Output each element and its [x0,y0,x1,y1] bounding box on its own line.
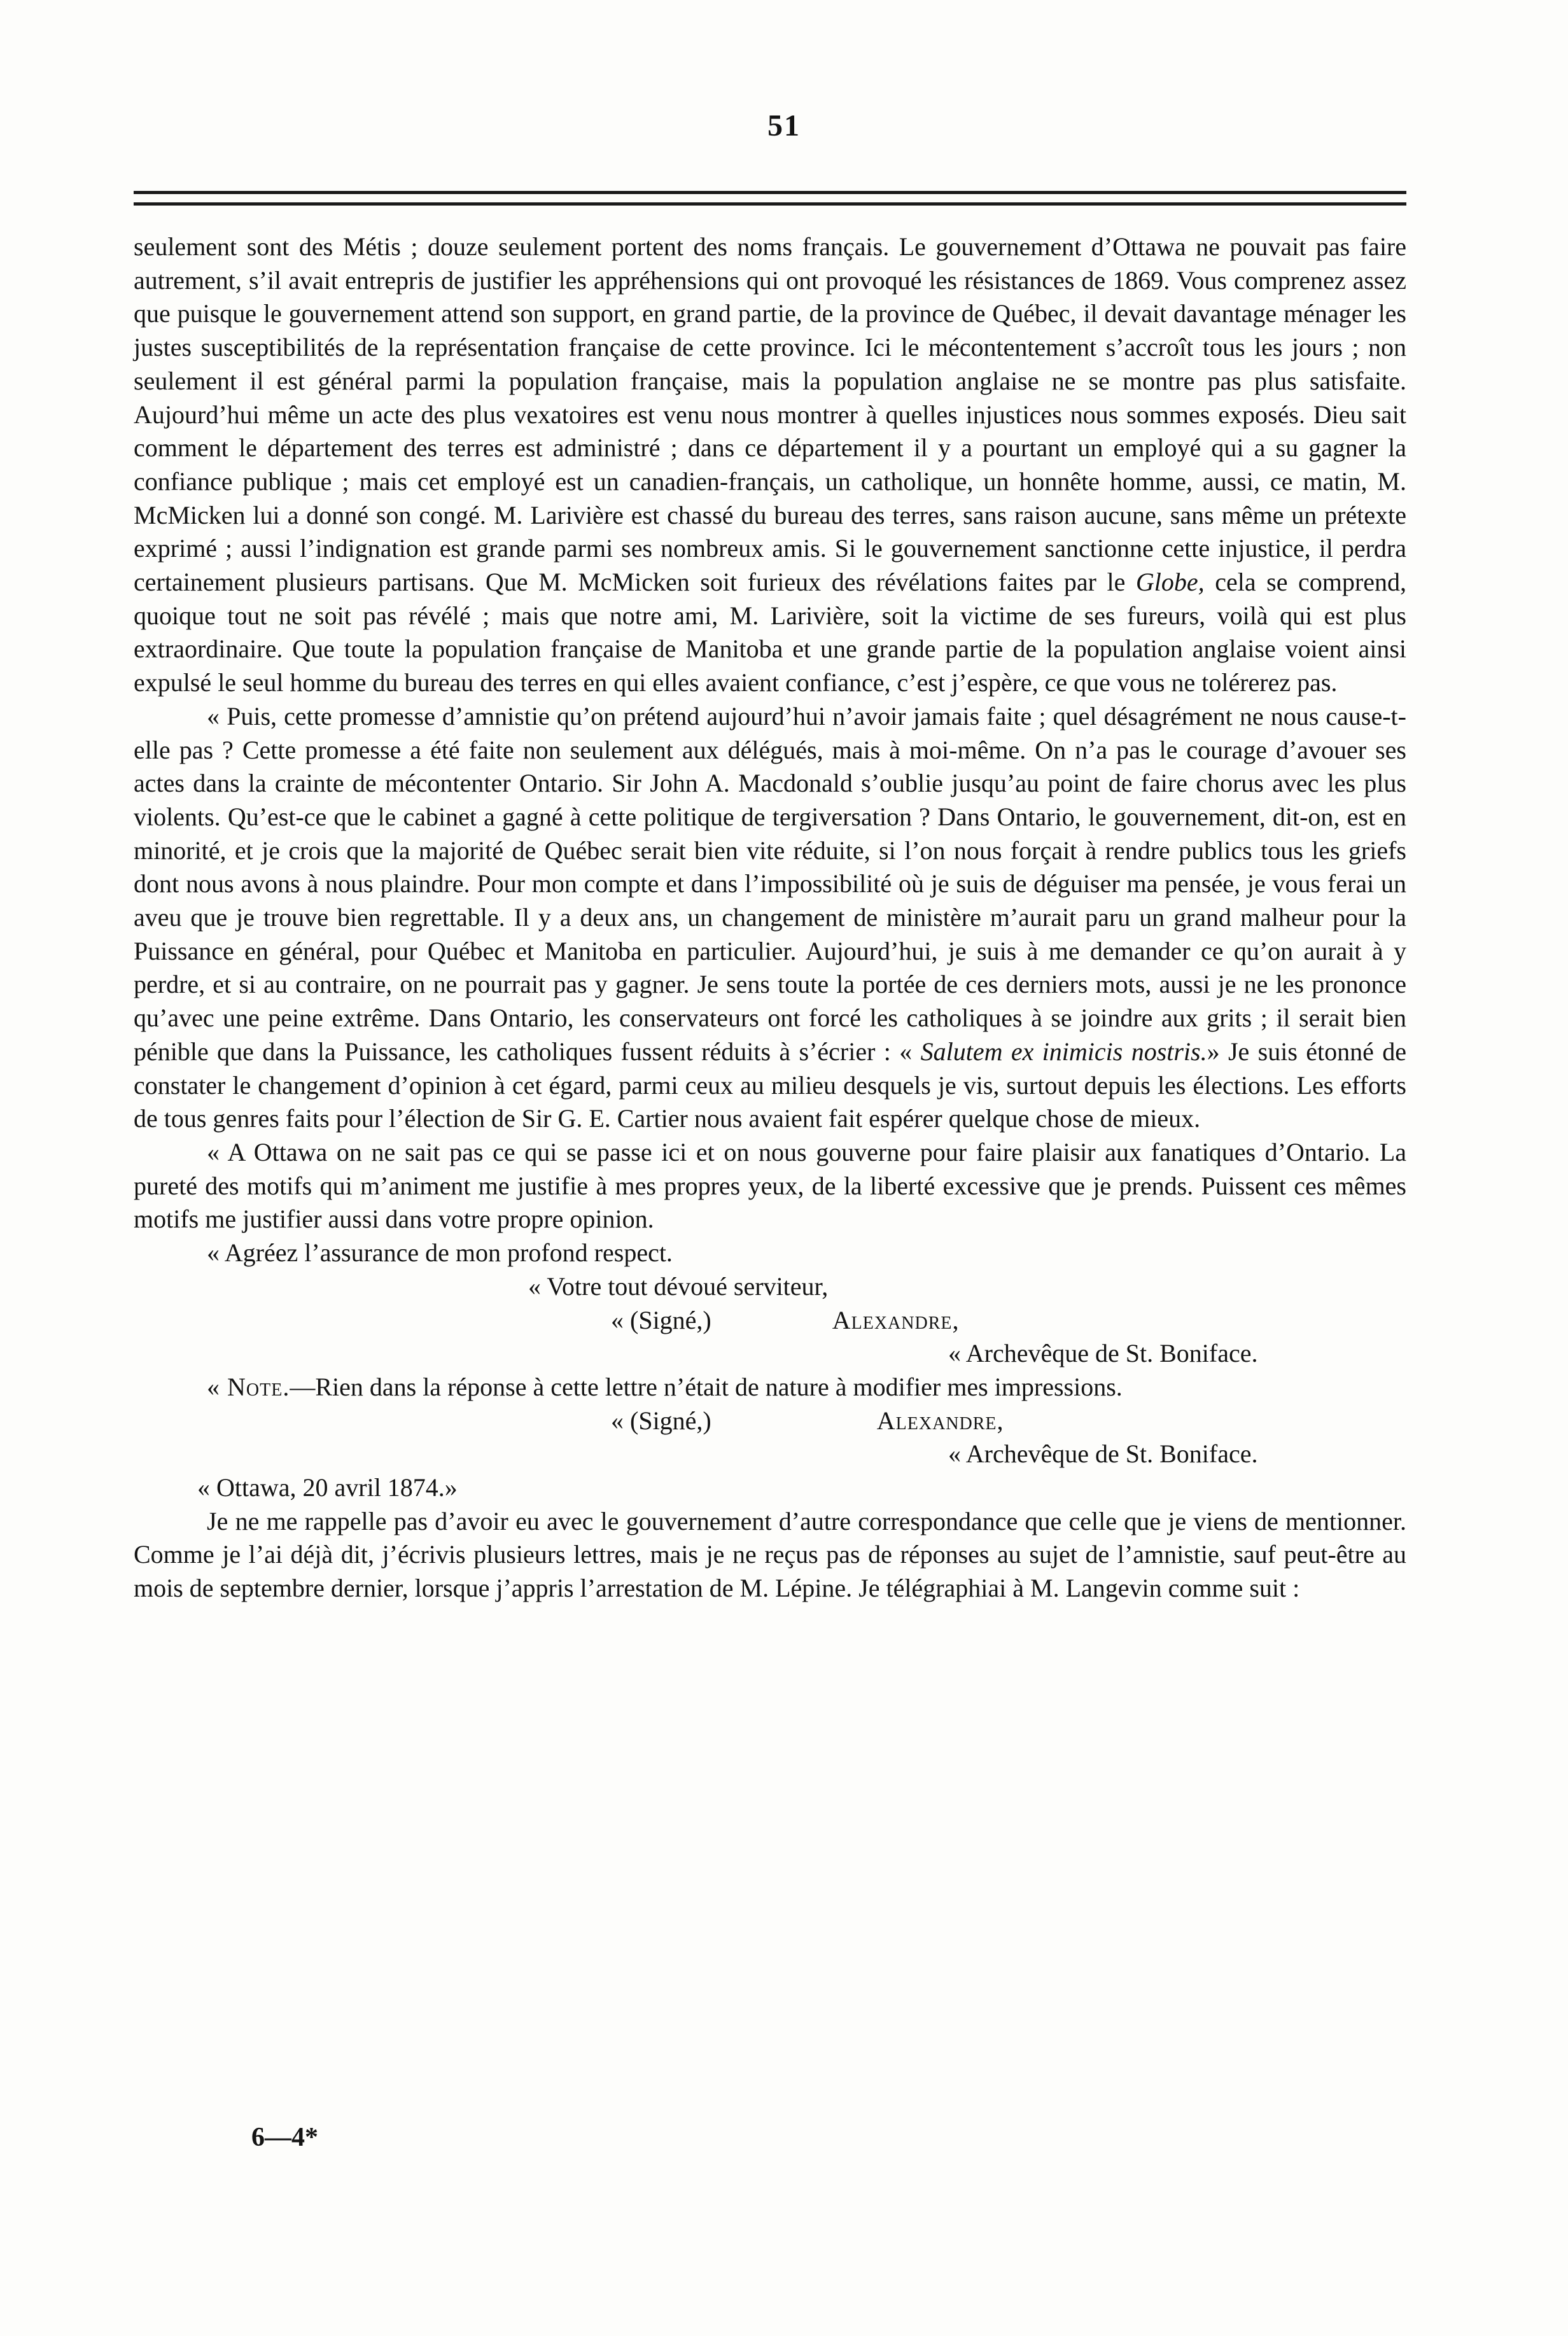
paragraph-2-end: » Je suis étonné de constater le changement d’opinion à cet égard, parmi ceux au milieu desquels je vis, surtout depuis les élections. Les efforts de tous genres faits pour l’élection de Sir G. E. Cartier nous avaient fait espérer quelque chose de mieux. [134,1037,1406,1133]
paragraph-ottawa: « A Ottawa on ne sait pas ce qui se passe ici et on nous gouverne pour faire plaisir aux fanatiques d’Ontario. La pureté des motifs qui m’animent me justifie à mes propres yeux, de la liberté excessive que je prends. Puissent ces mêmes motifs me justifier aussi dans votre propre opinion. [134,1137,1406,1234]
header-rule-bottom [134,202,1406,206]
page-body [134,230,1406,1605]
paragraph-1-end: cela se comprend, quoique tout ne soit pas révélé ; mais que notre ami, M. Larivière, soit la victime de ses fureurs, voilà qui est plus extraordinaire. Que toute la population française de Manitoba et une grande partie de la population anglaise voient ainsi expulsé le seul homme du bureau des terres en qui elles avaient confiance, c’est j’espère, ce que vous ne tolérerez pas. [134,568,1406,697]
paragraph-2-text: « Puis, cette promesse d’amnistie qu’on prétend aujourd’hui n’avoir jamais faite ; quel désagrément ne nous cause-t-elle pas ? Cette promesse a été faite non seulement aux délégués, mais à moi-même. On n’a pas le courage d’avouer ses actes dans la crainte de mécontenter Ontario. Sir John A. Macdonald s’oublie jusqu’au point de faire chorus avec les plus violents. Qu’est-ce que le cabinet a gagné à cette politique de tergiversation ? Dans Ontario, le gouvernement, dit-on, est en minorité, et je crois que la majorité de Québec serait bien vite réduite, si l’on nous forçait à rendre publics tous les griefs dont nous avons à nous plaindre. Pour mon compte et dans l’impossibilité où je suis de déguiser ma pensée, je vous ferai un aveu que je trouve bien regrettable. Il y a deux ans, un changement de ministère m’aurait paru un grand malheur pour la Puissance en général, pour Québec et Manitoba en particulier. Aujourd’hui, je suis à me demander ce qu’on aurait à y perdre, et si au contraire, on ne pourrait pas y gagner. Je sens toute la portée de ces derniers mots, aussi je ne les prononce qu’avec une peine extrême. Dans Ontario, les conservateurs ont forcé les catholiques à se joindre aux grits ; il serait bien pénible que dans la Puissance, les catholiques fussent réduits à s’écrier : « [134,701,1406,1066]
header-rule-top [134,191,1406,194]
note-text: —Rien dans la réponse à cette lettre n’était de nature à modifier mes impressions. [290,1372,1123,1401]
paragraph-amnesty [134,700,1406,1136]
closing-line: « Votre tout dévoué serviteur, [528,1271,829,1301]
signatory-title-2: « Archevêque de St. Boniface. [948,1439,1258,1469]
latin-quote-italic: Salutem ex inimicis nostris. [920,1037,1207,1066]
paragraph-1-text: seulement sont des Métis ; douze seulement portent des noms français. Le gouvernement d’Ottawa ne pouvait pas faire autrement, s’il avait entrepris de justifier les appréhensions qui ont provoqué les résistances de 1869. Vous comprenez assez que puisque le gouvernement attend son support, en grand partie, de la province de Québec, il devait davantage ménager les justes susceptibilités de la représentation française de cette province. Ici le mécontentement s’accroît tous les jours ; non seulement il est général parmi la population française, mais la population anglaise ne se montre pas plus satisfaite. Aujourd’hui même un acte des plus vexatoires est venu nous montrer à quelles injustices nous sommes exposés. Dieu sait comment le département des terres est administré ; dans ce département il y a pourtant un employé qui a su gagner la confiance publique ; mais cet employé est un canadien-français, un catholique, un honnête homme, aussi, ce matin, M. McMicken lui a donné son congé. M. Larivière est chassé du bureau des terres, sans raison aucune, sans même un prétexte exprimé ; aussi l’indignation est grande parmi ses nombreux amis. Si le gouvernement sanctionne cette injustice, il perdra certainement plusieurs partisans. Que M. McMicken soit furieux des révélations faites par le [134,232,1406,597]
signed-label-2: « (Signé,) [611,1406,711,1435]
paragraph-respect: « Agréez l’assurance de mon profond respect. [207,1238,673,1268]
printer-signature-mark: 6—4* [251,2123,318,2152]
signatory-name-2: Alexandre, [876,1406,1004,1435]
note-paragraph [134,1371,1406,1404]
signed-label-1: « (Signé,) [611,1305,711,1334]
signature-line-1 [134,1304,1406,1338]
signatory-title-1: « Archevêque de St. Boniface. [948,1339,1258,1368]
paragraph-letter-continuation [134,230,1406,700]
signatory-name-1: Alexandre, [832,1305,960,1334]
page-number: 51 [767,109,801,143]
note-label: « Note. [207,1372,290,1401]
dateline: « Ottawa, 20 avril 1874.» [197,1473,458,1502]
paragraph-correspondence: Je ne me rappelle pas d’avoir eu avec le gouvernement d’autre correspondance que celle que je viens de mentionner. Comme je l’ai déjà dit, j’écrivis plusieurs lettres, mais je ne reçus pas de réponses au sujet de l’amnistie, sauf peut-être au mois de septembre dernier, lorsque j’appris l’arrestation de M. Lépine. Je télégraphiai à M. Langevin comme suit : [134,1506,1406,1603]
globe-italic: Globe, [1135,568,1205,597]
signature-line-2 [134,1404,1406,1438]
